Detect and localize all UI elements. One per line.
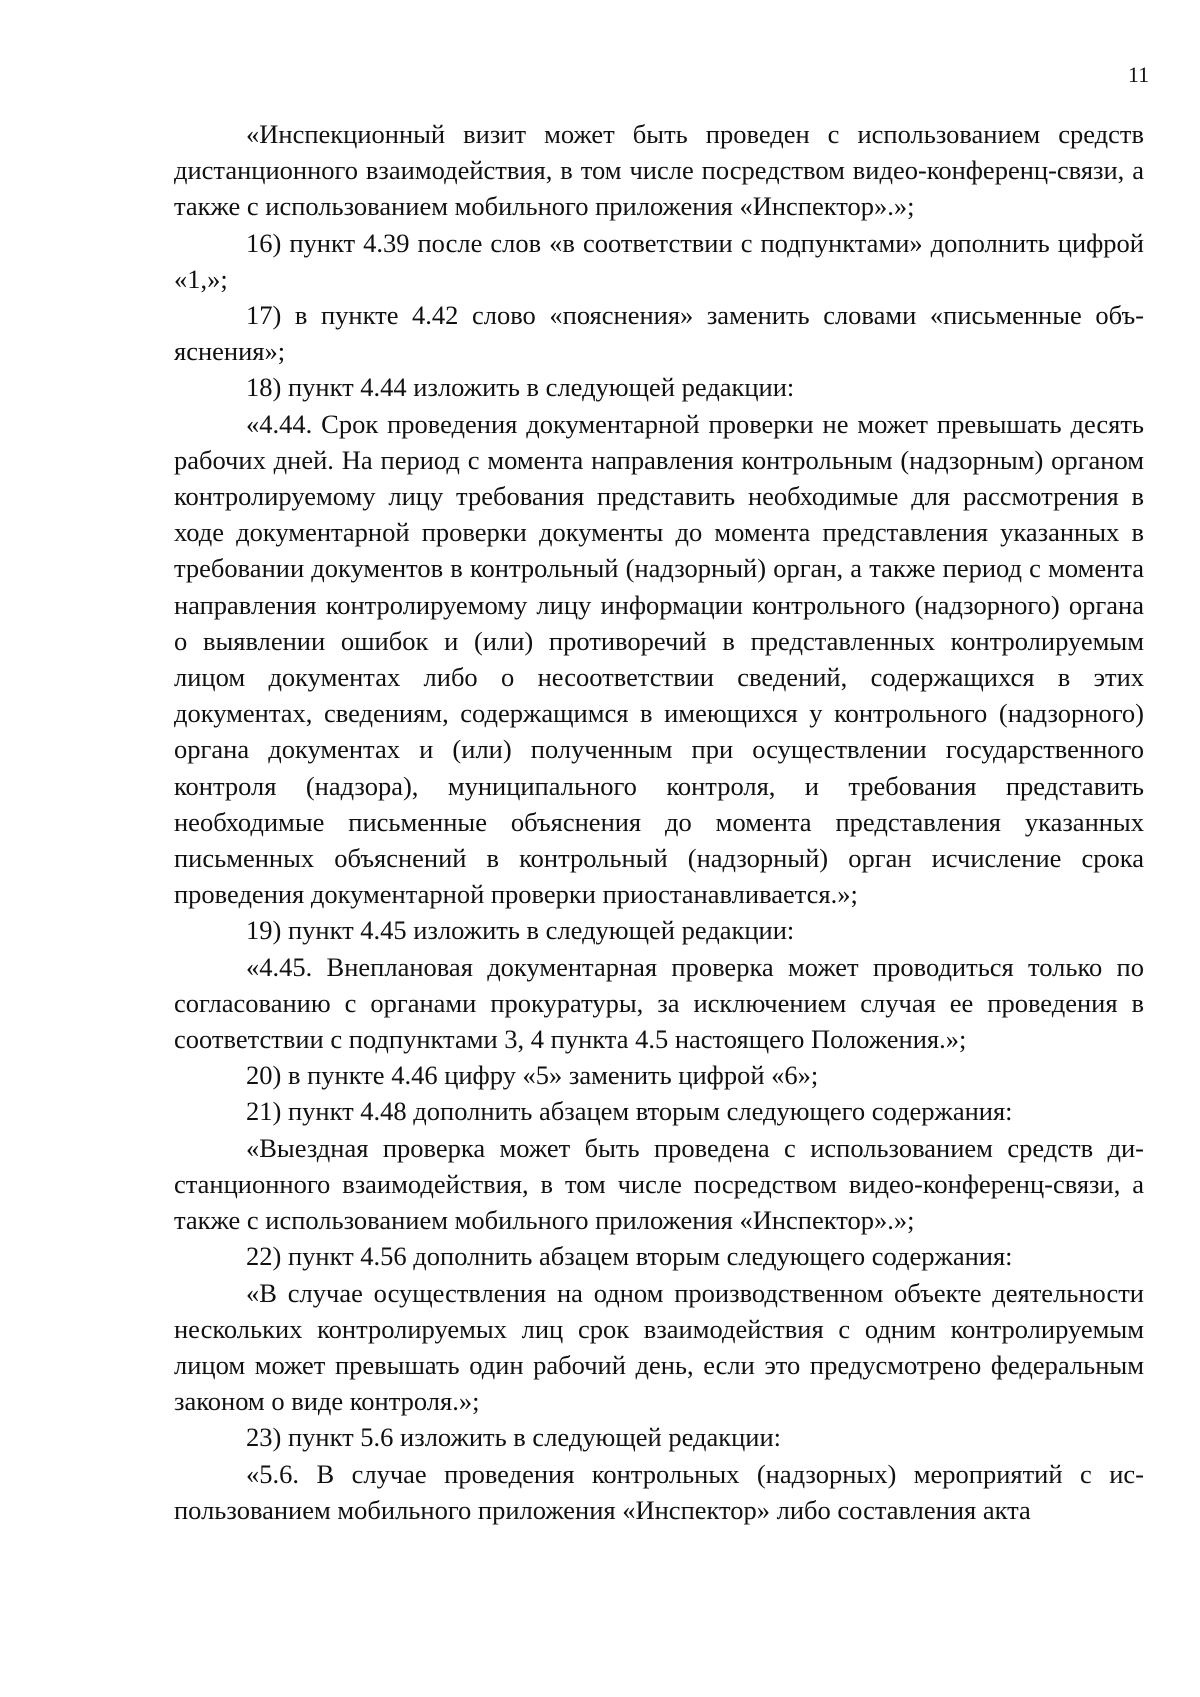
paragraph: «Выездная проверка может быть проведена с использованием средств дистанционного взаимодействия, в том числе посредством видео-конференц-связи, а также с использованием мобильного приложения «Инспектор».»; [174, 1132, 1144, 1236]
paragraph: «4.45. Внеплановая документарная проверка может проводиться только по согласованию с органами прокуратуры, за исключением случая ее проведения в соответствии с подпунктами 3, 4 пункта 4.5 настоящего Положения.»; [174, 951, 1144, 1055]
paragraph: «5.6. В случае проведения контрольных (надзорных) мероприятий с использованием мобильного приложения «Инспектор» либо составления акта [174, 1458, 1144, 1525]
paragraph: 18) пункт 4.44 изложить в следующей редакции: [246, 372, 795, 403]
paragraph: «4.44. Срок проведения документарной проверки не может превышать десять рабочих дней. На период с момента направления контрольным (надзорным) органом контролируемому лицу требования представить необходимые для рассмотрения в ходе документарной проверки документы до момента представления указанных в требовании документов в контрольный (надзорный) орган, а также период с момента направления контролируемому лицу информации контрольного (надзорного) органа о выявлении ошибок и (или) противоречий в представленных контролируемым лицом документах либо о несоответствии сведений, содержащихся в этих документах, сведениям, содержащимся в имеющихся у контрольного (надзорного) органа документах и (или) полученным при осуществлении государственного контроля (надзора), муниципального контроля, и требования представить необходимые письменные объяснения до момента представления указанных письменных объяснений в контрольный (надзорный) орган исчисление срока проведения документарной проверки приостанавливается.»; [174, 408, 1144, 910]
paragraph: 23) пункт 5.6 изложить в следующей редакции: [246, 1422, 782, 1453]
paragraph: 19) пункт 4.45 изложить в следующей редакции: [246, 915, 795, 946]
paragraph: «В случае осуществления на одном производственном объекте деятельности нескольких контролируемых лиц срок взаимодействия с одним контролируемым лицом может превышать один рабочий день, если это предусмотрено федеральным законом о виде контроля.»; [174, 1277, 1144, 1417]
document-body [174, 116, 1144, 1528]
page-number: 11 [1128, 62, 1150, 87]
paragraph: 20) в пункте 4.46 цифру «5» заменить цифрой «6»; [246, 1060, 819, 1091]
paragraph: 16) пункт 4.39 после слов «в соответствии с подпунктами» дополнить цифрой «1,»; [174, 227, 1144, 294]
paragraph: 21) пункт 4.48 дополнить абзацем вторым следующего содержания: [246, 1096, 1013, 1127]
paragraph: 22) пункт 4.56 дополнить абзацем вторым следующего содержания: [246, 1241, 1013, 1272]
paragraph: «Инспекционный визит может быть проведен с использованием средств дистанционного взаимодействия, в том числе посредством видео-конференц-связи, а также с использованием мобильного приложения «Инспектор».»; [174, 119, 1144, 222]
paragraph: 17) в пункте 4.42 слово «пояснения» заменить словами «письменные объяснения»; [174, 300, 1144, 367]
